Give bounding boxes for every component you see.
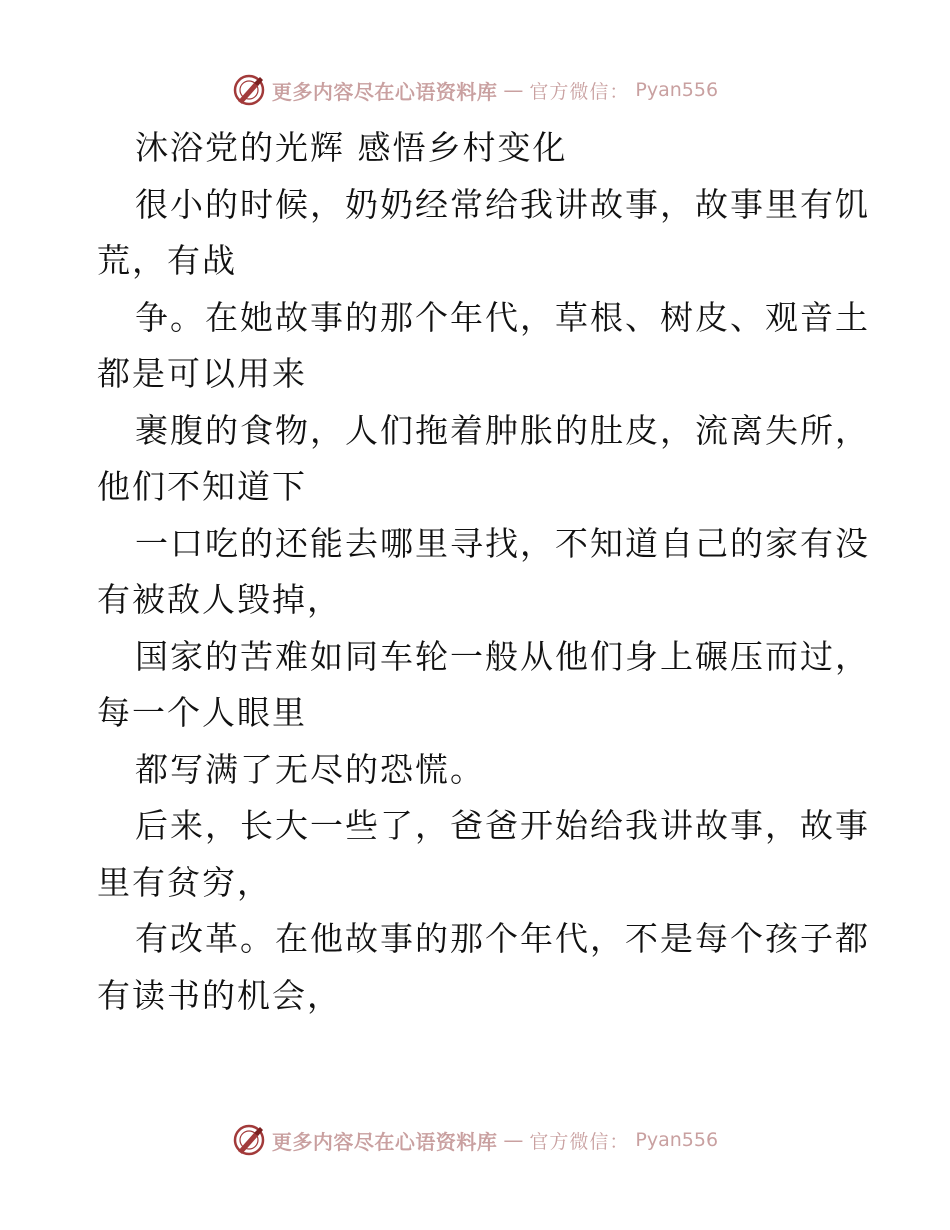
banner-wechat-label: 官方微信：	[529, 80, 630, 103]
text-line: 有改革。在他故事的那个年代，不是每个孩子都	[135, 919, 870, 958]
text-line: 都是可以用来	[97, 354, 307, 393]
text-line: 他们不知道下	[97, 467, 307, 506]
banner-brand-text: 更多内容尽在心语资料库	[271, 1129, 498, 1154]
pen-logo-icon	[232, 1123, 266, 1157]
banner-wechat-label: 官方微信：	[529, 1130, 630, 1153]
footer-banner	[0, 1120, 950, 1160]
banner-separator: —	[503, 78, 524, 102]
text-line: 里有贫穷，	[97, 862, 272, 902]
banner-brand-text: 更多内容尽在心语资料库	[271, 79, 498, 104]
document-body	[97, 120, 870, 1024]
text-line: 荒，有战	[97, 241, 237, 280]
text-line: 有被敌人毁掉，	[97, 580, 342, 619]
text-line: 一口吃的还能去哪里寻找，不知道自己的家有没	[135, 523, 870, 563]
banner-wechat-id: Pyan556	[635, 79, 719, 101]
pen-logo-icon	[232, 73, 266, 107]
banner-separator: —	[503, 1128, 524, 1152]
banner-wechat-id: Pyan556	[635, 1129, 719, 1151]
text-line: 很小的时候，奶奶经常给我讲故事，故事里有饥	[135, 184, 870, 224]
text-line: 有读书的机会，	[97, 975, 342, 1015]
text-line: 后来，长大一些了，爸爸开始给我讲故事，故事	[135, 806, 870, 845]
text-line: 裹腹的食物，人们拖着肿胀的肚皮，流离失所，	[135, 410, 870, 450]
text-line: 国家的苦难如同车轮一般从他们身上碾压而过，	[135, 636, 870, 676]
text-line: 每一个人眼里	[97, 693, 307, 732]
document-title: 沐浴党的光辉 感悟乡村变化	[135, 128, 568, 167]
text-line: 都写满了无尽的恐慌。	[135, 749, 485, 789]
header-banner	[0, 70, 950, 110]
text-line: 争。在她故事的那个年代，草根、树皮、观音土	[135, 297, 870, 337]
